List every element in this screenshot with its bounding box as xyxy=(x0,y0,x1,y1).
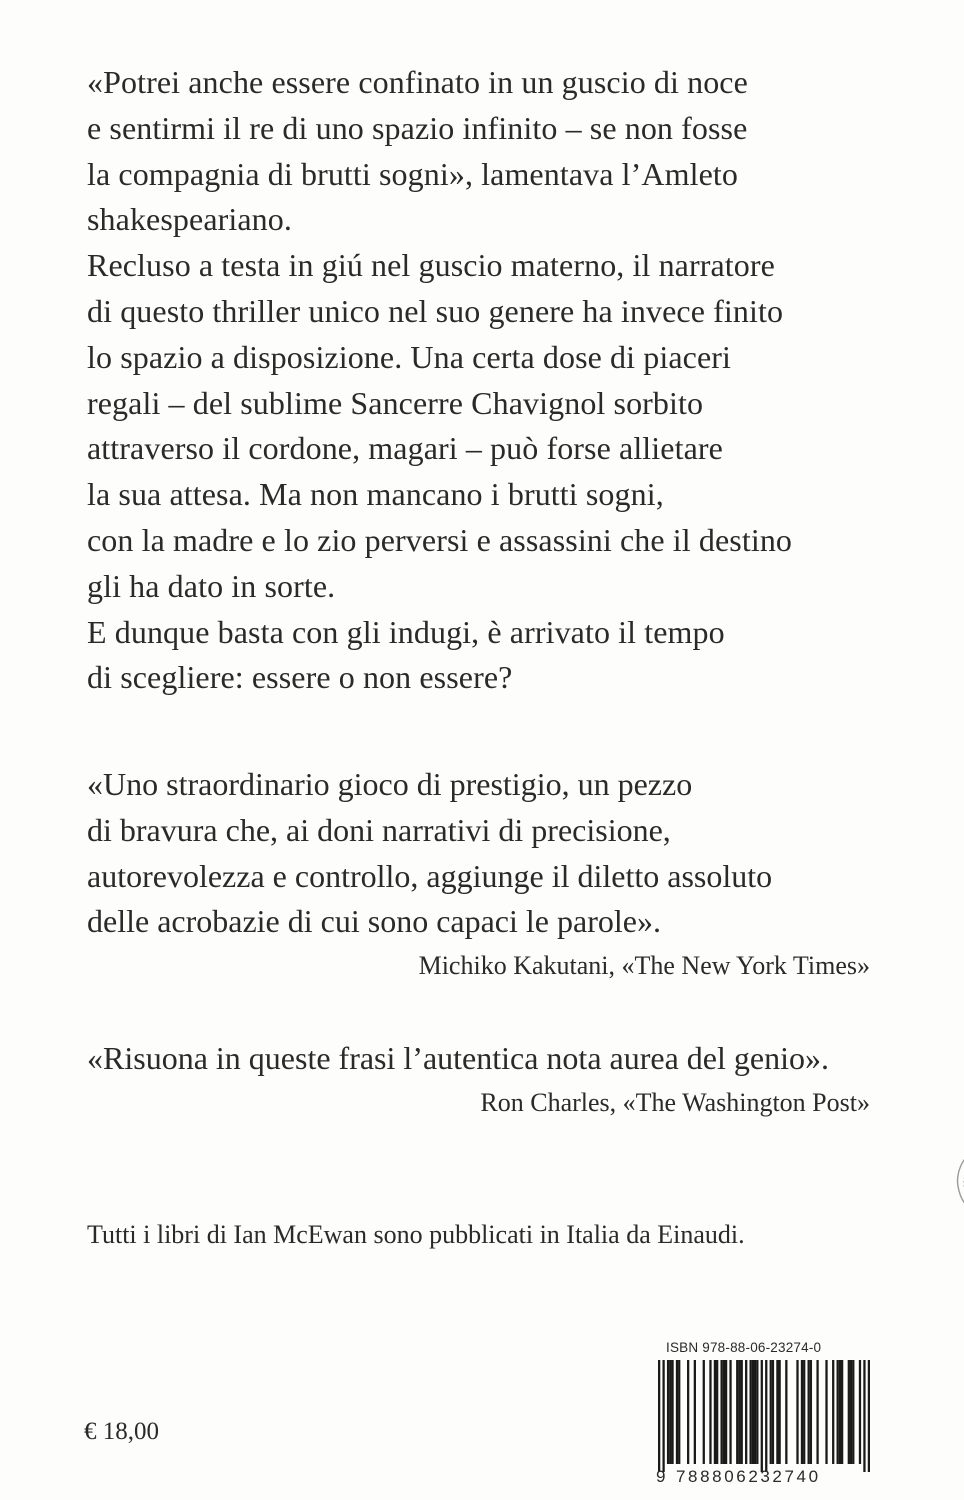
blurb-line: lo spazio a disposizione. Una certa dose di piaceri xyxy=(87,338,731,375)
barcode-bar xyxy=(859,1360,861,1464)
barcode-bar xyxy=(754,1360,756,1464)
quote-line: delle acrobazie di cui sono capaci le parole». xyxy=(87,903,661,940)
barcode-bar xyxy=(687,1360,689,1464)
price-label: € 18,00 xyxy=(84,1418,159,1445)
barcode-bar xyxy=(765,1360,767,1472)
barcode-bar xyxy=(723,1360,725,1464)
barcode-first-digit: 9 xyxy=(656,1467,666,1486)
quote-line: «Risuona in queste frasi l’autentica nota aurea del genio». xyxy=(87,1040,829,1076)
blurb-line: e sentirmi il re di uno spazio infinito – se non fosse xyxy=(87,109,748,146)
barcode-bar xyxy=(671,1360,673,1464)
quote-line: di bravura che, ai doni narrativi di precisione, xyxy=(87,811,671,848)
quote-line: autorevolezza e controllo, aggiunge il diletto assoluto xyxy=(87,857,773,894)
barcode-bar xyxy=(796,1360,798,1464)
barcode-bar xyxy=(752,1360,754,1464)
barcode-bar xyxy=(770,1360,772,1464)
blurb-line: E dunque basta con gli indugi, è arrivato il tempo xyxy=(87,613,725,650)
barcode-bar xyxy=(749,1360,751,1464)
synopsis-blurb xyxy=(87,60,887,701)
isbn-label: ISBN 978-88-06-23274-0 xyxy=(666,1340,822,1355)
barcode-bar xyxy=(725,1360,727,1464)
barcode-bar xyxy=(837,1360,839,1464)
blurb-line: la sua attesa. Ma non mancano i brutti sogni, xyxy=(87,476,664,513)
barcode-bar xyxy=(839,1360,841,1464)
barcode-bar xyxy=(745,1360,747,1464)
barcode-bar xyxy=(832,1360,834,1464)
barcode-bar xyxy=(779,1360,781,1464)
barcode-bar xyxy=(868,1360,870,1472)
barcode-bar xyxy=(741,1360,743,1464)
barcode-bar xyxy=(761,1360,763,1472)
barcode-bar xyxy=(810,1360,812,1464)
blurb-line: gli ha dato in sorte. xyxy=(87,567,336,604)
blurb-line: con la madre e lo zio perversi e assassini che il destino xyxy=(87,521,793,558)
barcode-bar xyxy=(816,1360,818,1464)
barcode-bar xyxy=(756,1360,758,1464)
barcode-digit-string: 788806232740 xyxy=(676,1467,821,1486)
barcode-bar xyxy=(714,1360,716,1464)
barcode-bar xyxy=(808,1360,810,1464)
blurb-line: la compagnia di brutti sogni», lamentava l’Amleto xyxy=(87,155,738,192)
publisher-note: Tutti i libri di Ian McEwan sono pubblicati in Italia da Einaudi. xyxy=(87,1220,745,1249)
barcode-bar xyxy=(709,1360,711,1464)
barcode-bar xyxy=(825,1360,827,1464)
quote-line: «Uno straordinario gioco di prestigio, un pezzo xyxy=(87,766,693,802)
barcode-bar xyxy=(729,1360,731,1464)
blurb-line: regali – del sublime Sancerre Chavignol sorbito xyxy=(87,384,704,421)
edge-seal-mark xyxy=(952,1146,964,1216)
barcode-bar xyxy=(848,1360,850,1464)
blurb-line: attraverso il cordone, magari – può forse allietare xyxy=(87,430,723,467)
quote-attribution: Michiko Kakutani, «The New York Times» xyxy=(418,951,870,981)
barcode-bar xyxy=(785,1360,787,1464)
barcode-bar xyxy=(852,1360,854,1464)
barcode-bar xyxy=(662,1360,664,1472)
barcode-bar xyxy=(669,1360,671,1464)
barcode-bar xyxy=(694,1360,696,1464)
barcode-bar xyxy=(801,1360,803,1464)
barcode-bar xyxy=(658,1360,660,1472)
blurb-line: «Potrei anche essere confinato in un guscio di noce xyxy=(87,64,748,100)
quote-attribution: Ron Charles, «The Washington Post» xyxy=(480,1087,870,1117)
barcode-bar xyxy=(863,1360,865,1472)
review-quote-nyt xyxy=(87,762,877,985)
barcode-bar xyxy=(676,1360,678,1464)
blurb-line: Recluso a testa in giú nel guscio materno, il narratore xyxy=(87,247,775,284)
blurb-line: shakespeariano. xyxy=(87,201,292,238)
barcode-bar xyxy=(716,1360,718,1464)
barcode-bar xyxy=(841,1360,843,1464)
barcode-bar xyxy=(776,1360,778,1464)
barcode-bar xyxy=(667,1360,669,1464)
barcode-bar xyxy=(772,1360,774,1464)
barcode-bar xyxy=(736,1360,738,1464)
blurb-line: di questo thriller unico nel suo genere ha invece finito xyxy=(87,292,784,329)
barcode-bar xyxy=(678,1360,680,1464)
barcode-bar xyxy=(720,1360,722,1464)
isbn-barcode xyxy=(658,1360,870,1472)
barcode-bar xyxy=(803,1360,805,1464)
blurb-line: di scegliere: essere o non essere? xyxy=(87,659,513,696)
barcode-bar xyxy=(703,1360,705,1464)
review-quote-wapo xyxy=(87,1036,877,1122)
barcode-bar xyxy=(738,1360,740,1464)
barcode-bar xyxy=(850,1360,852,1464)
